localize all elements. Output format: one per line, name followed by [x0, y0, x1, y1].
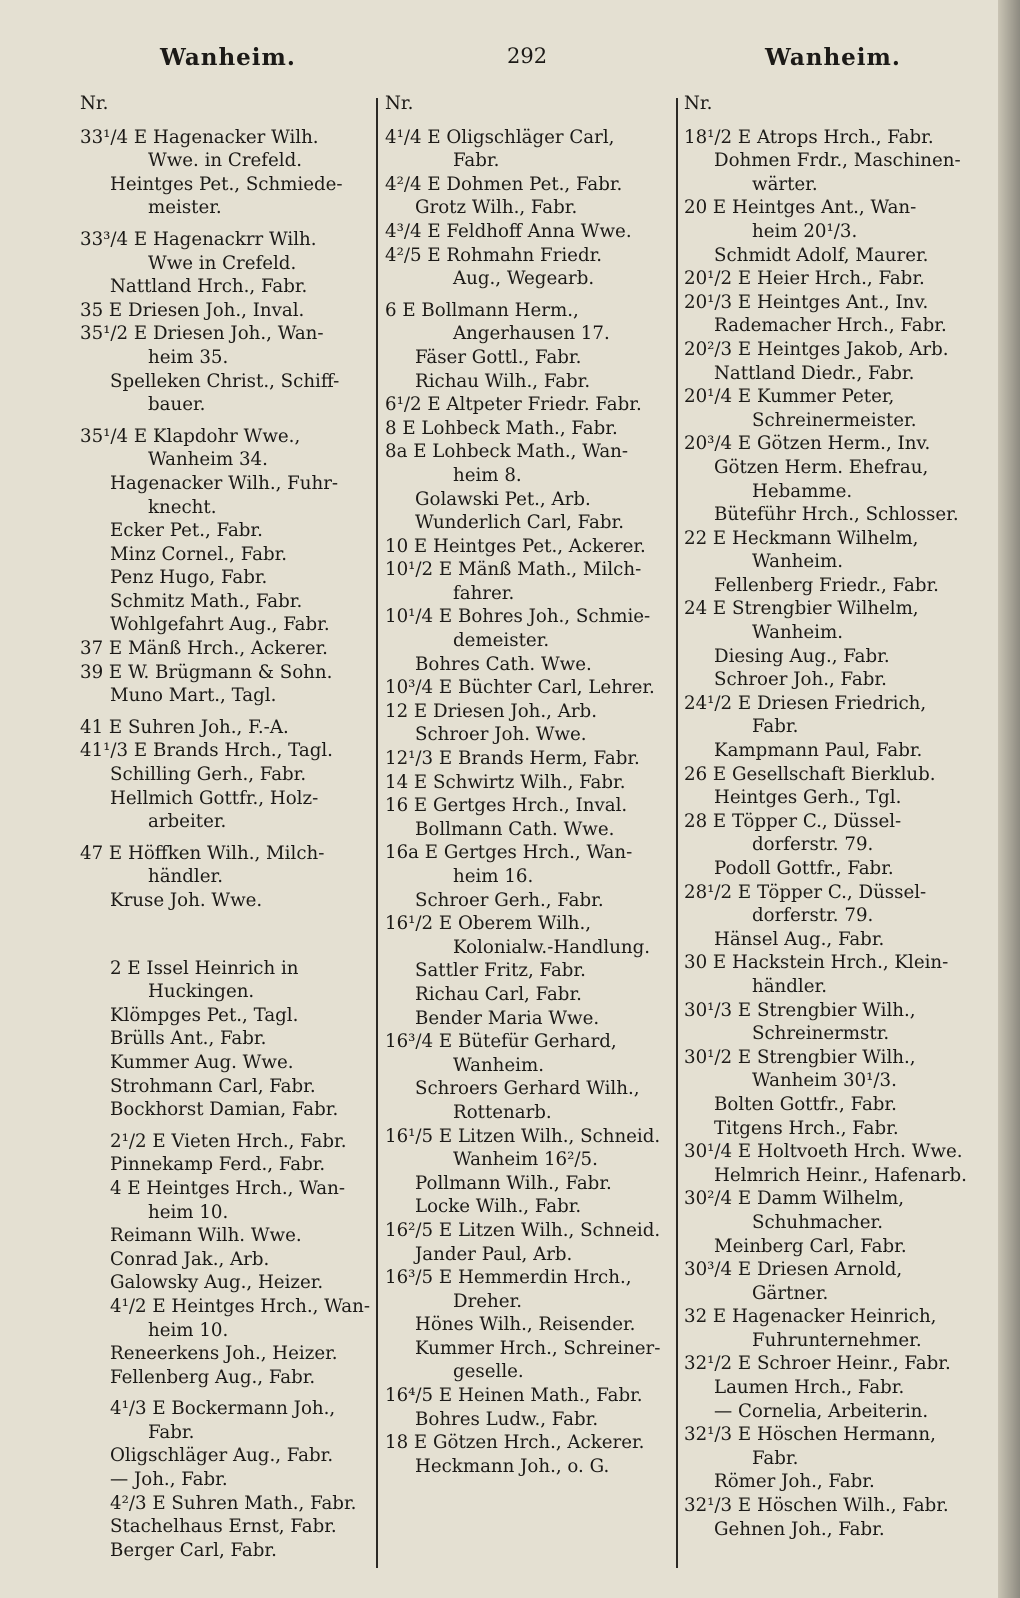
directory-entry-line: 30³/4 E Driesen Arnold, — [684, 1259, 903, 1281]
directory-entry-line: Richau Wilh., Fabr. — [415, 370, 591, 392]
directory-entry-line: 20³/4 E Götzen Herm., Inv. — [684, 433, 931, 455]
directory-entry-line: Richau Carl, Fabr. — [415, 983, 582, 1005]
directory-entry-line: 4¹/2 E Heintges Hrch., Wan- — [110, 1295, 370, 1317]
directory-entry-line: Römer Joh., Fabr. — [714, 1471, 875, 1493]
directory-entry-line: Büteführ Hrch., Schlosser. — [714, 504, 959, 526]
directory-entry-line: Pollmann Wilh., Fabr. — [415, 1172, 612, 1194]
directory-entry-line: Schroers Gerhard Wilh., — [415, 1078, 640, 1100]
directory-entry-line: heim 10. — [148, 1319, 229, 1341]
directory-entry-line: händler. — [148, 866, 223, 888]
directory-entry-line: 30¹/3 E Strengbier Wilh., — [684, 999, 916, 1021]
directory-entry-line: Grotz Wilh., Fabr. — [415, 197, 578, 219]
directory-entry-line: Fellenberg Aug., Fabr. — [110, 1366, 316, 1388]
directory-entry-line: 6 E Bollmann Herm., — [385, 299, 579, 321]
directory-entry-line: Hagenacker Wilh., Fuhr- — [110, 472, 339, 494]
directory-entry-line: Hellmich Gottfr., Holz- — [110, 787, 319, 809]
directory-entry-line: Götzen Herm. Ehefrau, — [714, 456, 929, 478]
column-1-nr-label: Nr. — [80, 93, 109, 114]
directory-entry-line: Hönes Wilh., Reisender. — [415, 1314, 636, 1336]
directory-entry-line: 41¹/3 E Brands Hrch., Tagl. — [80, 740, 333, 762]
directory-entry-line: 12 E Driesen Joh., Arb. — [385, 700, 597, 722]
column-2-nr-label: Nr. — [385, 93, 414, 114]
directory-entry-line: 32 E Hagenacker Heinrich, — [684, 1306, 937, 1328]
directory-entry-line: Minz Cornel., Fabr. — [110, 543, 288, 565]
directory-entry-line: 32¹/3 E Höschen Hermann, — [684, 1424, 936, 1446]
directory-entry-line: 16²/5 E Litzen Wilh., Schneid. — [385, 1219, 661, 1241]
directory-entry-line: 10¹/4 E Bohres Joh., Schmie- — [385, 606, 651, 628]
directory-entry-line: 10¹/2 E Mänß Math., Milch- — [385, 559, 642, 581]
directory-entry-line: Wanheim. — [752, 551, 843, 573]
directory-entry-line: Laumen Hrch., Fabr. — [714, 1377, 905, 1399]
directory-entry-line: Heckmann Joh., o. G. — [415, 1455, 610, 1477]
directory-entry-line: Wwe. in Crefeld. — [148, 150, 303, 172]
directory-entry-line: Schmitz Math., Fabr. — [110, 590, 303, 612]
directory-entry-line: 6¹/2 E Altpeter Friedr. Fabr. — [385, 394, 642, 416]
directory-entry-line: — Cornelia, Arbeiterin. — [714, 1400, 929, 1422]
directory-entry-line: Schroer Joh., Fabr. — [714, 669, 887, 691]
directory-entry-line: Fabr. — [752, 716, 799, 738]
column-divider-1 — [376, 98, 378, 1568]
directory-entry-line: Berger Carl, Fabr. — [110, 1539, 277, 1561]
directory-entry-line: 30¹/4 E Holtvoeth Hrch. Wwe. — [684, 1141, 963, 1163]
directory-entry-line: Rottenarb. — [453, 1101, 552, 1123]
directory-entry-line: Gehnen Joh., Fabr. — [714, 1518, 885, 1540]
directory-entry-line: Fabr. — [752, 1447, 799, 1469]
header-left-title: Wanheim. — [160, 44, 296, 71]
directory-entry-line: Gärtner. — [752, 1282, 829, 1304]
directory-entry-line: 4²/3 E Suhren Math., Fabr. — [110, 1492, 357, 1514]
directory-entry-line: Huckingen. — [148, 981, 255, 1003]
page-header — [60, 44, 960, 80]
directory-entry-line: Rademacher Hrch., Fabr. — [714, 315, 947, 337]
directory-entry-line: Bohres Ludw., Fabr. — [415, 1408, 599, 1430]
directory-entry-line: Wanheim 30¹/3. — [752, 1070, 897, 1092]
directory-entry-line: Kolonialw.-Handlung. — [453, 936, 651, 958]
directory-entry-line: 2 E Issel Heinrich in — [110, 957, 299, 979]
directory-entry-line: Bolten Gottfr., Fabr. — [714, 1093, 897, 1115]
directory-entry-line: 20¹/2 E Heier Hrch., Fabr. — [684, 268, 925, 290]
directory-entry-line: 16 E Gertges Hrch., Inval. — [385, 795, 628, 817]
directory-entry-line: Kruse Joh. Wwe. — [110, 890, 263, 911]
directory-entry-line: Schroer Gerh., Fabr. — [415, 889, 604, 911]
directory-entry-line: 18 E Götzen Hrch., Ackerer. — [385, 1432, 645, 1454]
directory-entry-line: 4²/5 E Rohmahn Friedr. — [385, 244, 603, 266]
directory-entry-line: 16¹/2 E Oberem Wilh., — [385, 913, 592, 935]
directory-entry-line: 30 E Hackstein Hrch., Klein- — [684, 952, 949, 974]
directory-entry-line: 4¹/3 E Bockermann Joh., — [110, 1398, 336, 1420]
directory-entry-line: Wunderlich Carl, Fabr. — [415, 512, 624, 534]
directory-entry-line: Titgens Hrch., Fabr. — [714, 1117, 899, 1139]
directory-entry-line: geselle. — [453, 1361, 524, 1383]
directory-entry-line: Schreinermstr. — [752, 1023, 890, 1045]
directory-entry-line: Schuhmacher. — [752, 1211, 884, 1233]
directory-entry-line: Kummer Hrch., Schreiner- — [415, 1337, 661, 1359]
directory-entry-line: 47 E Höffken Wilh., Milch- — [80, 842, 325, 864]
directory-entry-line: Nattland Hrch., Fabr. — [110, 276, 308, 298]
directory-entry-line: 33¹/4 E Hagenacker Wilh. — [80, 126, 319, 148]
directory-entry-line: 2¹/2 E Vieten Hrch., Fabr. — [110, 1130, 347, 1152]
directory-entry-line: meister. — [148, 197, 222, 219]
entry-spacer — [80, 708, 370, 716]
directory-entry-line: 16⁴/5 E Heinen Math., Fabr. — [385, 1385, 643, 1407]
directory-entry-line: 16³/4 E Bütefür Gerhard, — [385, 1031, 617, 1053]
directory-entry-line: händler. — [752, 975, 827, 997]
directory-entry-line: Meinberg Carl, Fabr. — [714, 1235, 907, 1257]
directory-entry-line: Stachelhaus Ernst, Fabr. — [110, 1516, 337, 1538]
directory-entry-line: 10 E Heintges Pet., Ackerer. — [385, 535, 646, 557]
directory-entry-line: 35¹/4 E Klapdohr Wwe., — [80, 425, 301, 447]
directory-entry-line: Kummer Aug. Wwe. — [110, 1051, 294, 1073]
directory-entry-line: Penz Hugo, Fabr. — [110, 567, 268, 589]
directory-entry-line: Schroer Joh. Wwe. — [415, 724, 587, 746]
directory-entry-line: Fuhrunternehmer. — [752, 1329, 922, 1351]
directory-entry-line: 41 E Suhren Joh., F.-A. — [80, 716, 289, 738]
directory-entry-line: Podoll Gottfr., Fabr. — [714, 858, 894, 879]
directory-entry-line: Galowsky Aug., Heizer. — [110, 1272, 324, 1294]
directory-entry-line: Wanheim. — [453, 1054, 544, 1076]
directory-entry-line: Wwe in Crefeld. — [148, 252, 297, 274]
directory-entry-line: 35 E Driesen Joh., Inval. — [80, 299, 305, 321]
directory-entry-line: 8a E Lohbeck Math., Wan- — [385, 441, 629, 463]
directory-entry-line: Reneerkens Joh., Heizer. — [110, 1343, 338, 1365]
directory-entry-line: heim 8. — [453, 464, 522, 486]
entry-spacer — [385, 291, 673, 299]
page-edge-shadow — [998, 0, 1020, 1598]
directory-entry-line: 30²/4 E Damm Wilhelm, — [684, 1188, 904, 1210]
directory-entry-line: Fabr. — [148, 1421, 195, 1443]
directory-entry-line: Aug., Wegearb. — [453, 268, 595, 290]
column-divider-2 — [676, 98, 678, 1568]
directory-entry-line: 16¹/5 E Litzen Wilh., Schneid. — [385, 1125, 661, 1147]
directory-entry-line: 28 E Töpper C., Düssel- — [684, 810, 902, 832]
directory-entry-line: — Joh., Fabr. — [110, 1469, 228, 1491]
directory-entry-line: Schmidt Adolf, Maurer. — [714, 244, 929, 266]
directory-entry-line: Kampmann Paul, Fabr. — [714, 740, 923, 762]
directory-entry-line: Reimann Wilh. Wwe. — [110, 1225, 302, 1247]
entry-spacer — [80, 913, 370, 957]
directory-entry-line: Bockhorst Damian, Fabr. — [110, 1099, 339, 1121]
directory-entry-line: Muno Mart., Tagl. — [110, 685, 277, 707]
directory-entry-line: heim 16. — [453, 866, 534, 887]
directory-entry-line: Wanheim 34. — [148, 449, 268, 471]
directory-entry-line: Spelleken Christ., Schiff- — [110, 370, 340, 392]
directory-entry-line: 18¹/2 E Atrops Hrch., Fabr. — [684, 126, 934, 148]
directory-entry-line: Sattler Fritz, Fabr. — [415, 960, 586, 982]
directory-entry-line: Dreher. — [453, 1290, 522, 1312]
directory-entry-line: 22 E Heckmann Wilhelm, — [684, 527, 919, 549]
directory-entry-line: heim 35. — [148, 346, 229, 368]
directory-entry-line: Jander Paul, Arb. — [415, 1243, 573, 1265]
directory-entry-line: bauer. — [148, 394, 206, 416]
directory-entry-line: Hebamme. — [752, 480, 853, 502]
directory-entry-line: 26 E Gesellschaft Bierklub. — [684, 763, 936, 785]
directory-entry-line: Wohlgefahrt Aug., Fabr. — [110, 614, 330, 636]
directory-entry-line: Dohmen Frdr., Maschinen- — [714, 150, 961, 172]
column-2 — [385, 92, 673, 1562]
directory-entry-line: Pinnekamp Ferd., Fabr. — [110, 1154, 326, 1176]
directory-entry-line: dorferstr. 79. — [752, 905, 874, 927]
directory-entry-line: heim 20¹/3. — [752, 220, 858, 242]
directory-entry-line: Schreinermeister. — [752, 409, 917, 431]
directory-entry-line: 16³/5 E Hemmerdin Hrch., — [385, 1267, 632, 1289]
directory-entry-line: Helmrich Heinr., Hafenarb. — [714, 1164, 967, 1186]
directory-entry-line: 20²/3 E Heintges Jakob, Arb. — [684, 338, 949, 360]
directory-entry-line: fahrer. — [453, 582, 515, 604]
directory-entry-line: 4¹/4 E Oligschläger Carl, — [385, 126, 615, 148]
directory-entry-line: Ecker Pet., Fabr. — [110, 520, 263, 542]
directory-entry-line: 4³/4 E Feldhoff Anna Wwe. — [385, 220, 632, 242]
directory-entry-line: 24 E Strengbier Wilhelm, — [684, 598, 919, 620]
directory-entry-line: Nattland Diedr., Fabr. — [714, 362, 915, 384]
directory-entry-line: Klömpges Pet., Tagl. — [110, 1004, 299, 1026]
directory-entry-line: 4²/4 E Dohmen Pet., Fabr. — [385, 173, 623, 195]
directory-entry-line: demeister. — [453, 630, 550, 652]
column-3-nr-label: Nr. — [684, 93, 713, 114]
entry-spacer — [80, 417, 370, 425]
directory-entry-line: Brülls Ant., Fabr. — [110, 1028, 267, 1050]
directory-entry-line: Fellenberg Friedr., Fabr. — [714, 574, 939, 596]
directory-entry-line: Bollmann Cath. Wwe. — [415, 818, 615, 840]
directory-entry-line: 20¹/4 E Kummer Peter, — [684, 386, 895, 408]
column-3 — [684, 92, 984, 1562]
directory-entry-line: Strohmann Carl, Fabr. — [110, 1075, 316, 1097]
directory-entry-line: Fabr. — [453, 150, 500, 172]
directory-entry-line: Heintges Gerh., Tgl. — [714, 787, 902, 809]
directory-entry-line: wärter. — [752, 173, 818, 195]
directory-entry-line: Conrad Jak., Arb. — [110, 1248, 270, 1270]
directory-entry-line: Locke Wilh., Fabr. — [415, 1196, 582, 1218]
entry-spacer — [80, 1122, 370, 1130]
header-right-title: Wanheim. — [765, 44, 901, 71]
directory-entry-line: Golawski Pet., Arb. — [415, 488, 591, 510]
entry-spacer — [80, 834, 370, 842]
directory-entry-line: 4 E Heintges Hrch., Wan- — [110, 1177, 346, 1199]
directory-entry-line: 20 E Heintges Ant., Wan- — [684, 197, 917, 219]
directory-entry-line: 33³/4 E Hagenackrr Wilh. — [80, 228, 317, 250]
directory-entry-line: 16a E Gertges Hrch., Wan- — [385, 842, 633, 864]
directory-entry-line: Oligschläger Aug., Fabr. — [110, 1445, 334, 1467]
directory-entry-line: 32¹/3 E Höschen Wilh., Fabr. — [684, 1495, 949, 1517]
directory-entry-line: 37 E Mänß Hrch., Ackerer. — [80, 638, 328, 660]
directory-entry-line: 12¹/3 E Brands Herm, Fabr. — [385, 748, 640, 770]
directory-entry-line: Angerhausen 17. — [453, 323, 610, 345]
directory-entry-line: arbeiter. — [148, 811, 227, 833]
directory-entry-line: 39 E W. Brügmann & Sohn. — [80, 661, 333, 683]
directory-entry-line: 30¹/2 E Strengbier Wilh., — [684, 1046, 916, 1068]
directory-entry-line: Heintges Pet., Schmiede- — [110, 173, 343, 195]
directory-entry-line: Hänsel Aug., Fabr. — [714, 928, 885, 950]
directory-entry-line: knecht. — [148, 496, 217, 518]
directory-entry-line: 20¹/3 E Heintges Ant., Inv. — [684, 291, 929, 313]
directory-entry-line: Bohres Cath. Wwe. — [415, 653, 592, 675]
directory-entry-line: Bender Maria Wwe. — [415, 1007, 600, 1029]
directory-entry-line: Fäser Gottl., Fabr. — [415, 346, 582, 368]
directory-entry-line: Diesing Aug., Fabr. — [714, 645, 890, 667]
directory-entry-line: 28¹/2 E Töpper C., Düssel- — [684, 881, 927, 903]
directory-entry-line: 14 E Schwirtz Wilh., Fabr. — [385, 771, 626, 793]
directory-entry-line: 32¹/2 E Schroer Heinr., Fabr. — [684, 1353, 951, 1375]
directory-entry-line: Schilling Gerh., Fabr. — [110, 764, 307, 786]
directory-entry-line: 10³/4 E Büchter Carl, Lehrer. — [385, 677, 655, 699]
directory-entry-line: 35¹/2 E Driesen Joh., Wan- — [80, 323, 324, 345]
directory-entry-line: dorferstr. 79. — [752, 834, 874, 856]
directory-entry-line: 8 E Lohbeck Math., Fabr. — [385, 417, 618, 439]
page-number: 292 — [507, 44, 548, 68]
entry-spacer — [80, 1389, 370, 1397]
directory-entry-line: heim 10. — [148, 1201, 229, 1223]
directory-entry-line: Wanheim. — [752, 622, 843, 644]
entry-spacer — [80, 220, 370, 228]
directory-entry-line: Wanheim 16²/5. — [453, 1149, 598, 1171]
directory-entry-line: 24¹/2 E Driesen Friedrich, — [684, 692, 927, 714]
column-1 — [80, 92, 370, 1562]
